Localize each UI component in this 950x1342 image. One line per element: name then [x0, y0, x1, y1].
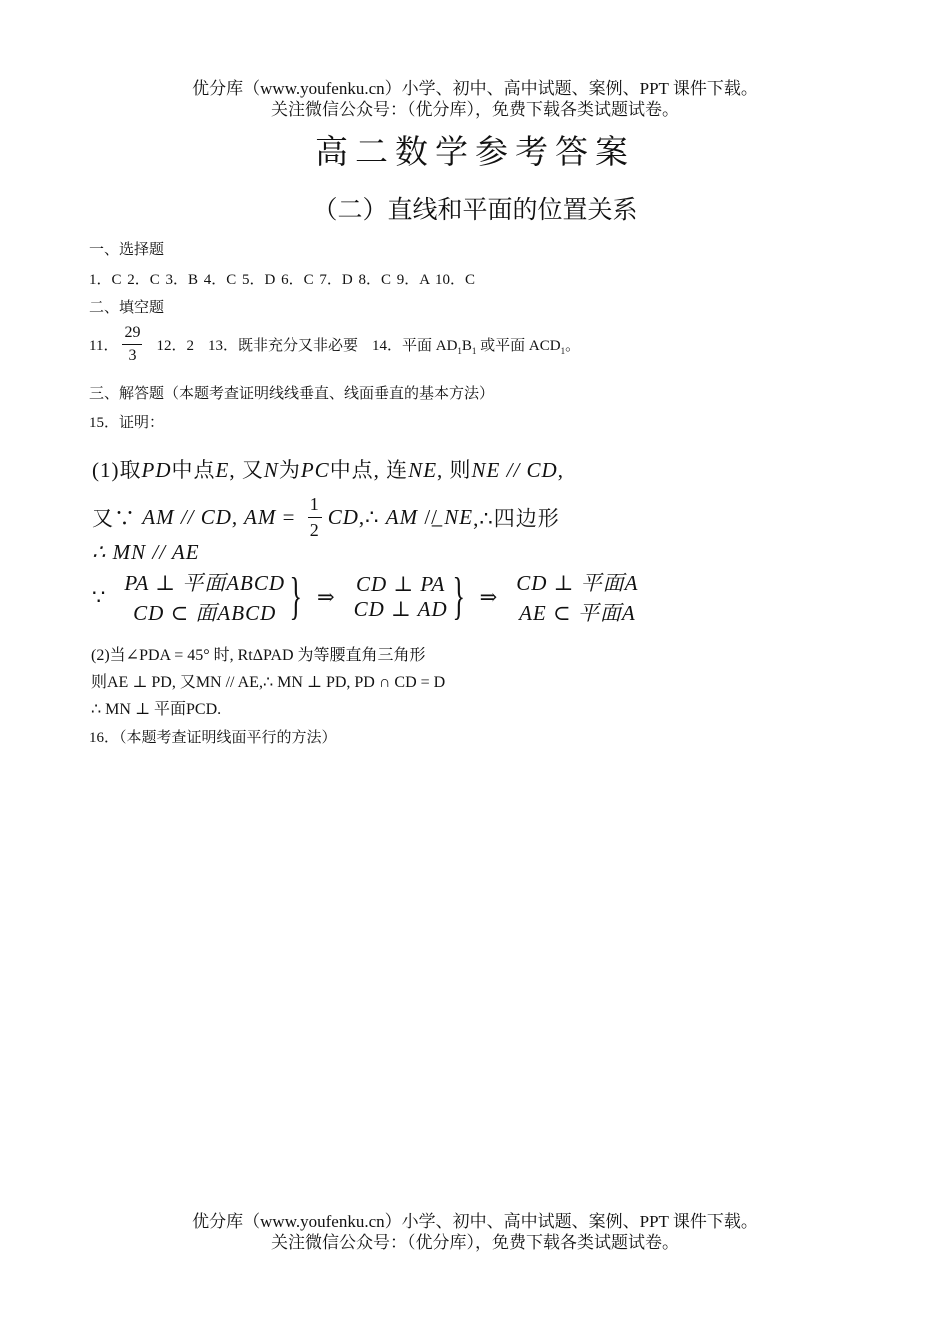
proof-line-3: ∴ MN // AE	[92, 540, 200, 564]
right-brace-1: }	[289, 568, 303, 625]
q12-answer: 12．2	[156, 338, 194, 354]
proof-line-2: 又∵ AM // CD, AM = $\frac{1}{2}$ CD,∴ AM //̲ NE,∴四边形	[92, 494, 560, 540]
proof-line-4: ∵ PA ⊥ 平面ABCD CD ⊂ 面ABCD } ⇒ CD ⊥ PA CD ⊥ AD } ⇒ CD ⊥ 平面A AE ⊂ 平面A	[92, 568, 639, 625]
q11-denominator: 3	[128, 347, 137, 364]
choice-answers: 1．C 2．C 3．B 4．C 5．D 6．C 7．D 8．C 9．A 10．C	[89, 272, 475, 288]
q11-label: 11．	[89, 338, 119, 354]
proof-line-1: (1)取PD中点E, 又N为PC中点, 连NE, 则NE // CD,	[92, 458, 564, 482]
section-heading-choice: 一、选择题	[89, 242, 165, 258]
page-title: 高二数学参考答案	[315, 132, 635, 171]
header-line-1: 优分库（www.youfenku.cn）小学、初中、高中试题、案例、PPT 课件下载。	[192, 79, 758, 98]
q11-numerator: 29	[122, 324, 142, 345]
q16-label: 16．（本题考查证明线面平行的方法）	[89, 730, 337, 746]
right-brace-2: }	[452, 568, 466, 625]
section-heading-fill: 二、填空题	[89, 300, 165, 316]
footer-line-1: 优分库（www.youfenku.cn）小学、初中、高中试题、案例、PPT 课件下载。	[192, 1212, 758, 1231]
footer-line-2: 关注微信公众号：（优分库），免费下载各类试题试卷。	[271, 1233, 679, 1252]
header-line-2: 关注微信公众号：（优分库），免费下载各类试题试卷。	[271, 100, 679, 119]
fill-answers	[89, 324, 580, 365]
section-heading-solve: 三、解答题（本题考查证明线线垂直、线面垂直的基本方法）	[89, 386, 495, 402]
half-fraction: $\frac{1}{2}$	[309, 494, 320, 540]
q14-answer: 14．平面 $AD_1B_1$ 或平面 $ACD_1$。	[371, 337, 581, 356]
part2-line-2: 则AE ⊥ PD, 又MN // AE,∴ MN ⊥ PD, PD ∩ CD = D	[91, 674, 446, 691]
q15-label: 15．证明：	[89, 415, 165, 431]
q11-fraction	[122, 324, 142, 365]
page-subtitle: （二）直线和平面的位置关系	[312, 195, 638, 224]
brace-group-1: PA ⊥ 平面ABCD CD ⊂ 面ABCD	[124, 571, 286, 625]
part2-line-1: (2)当∠PDA = 45° 时, RtΔPAD 为等腰直角三角形	[91, 647, 426, 664]
q13-answer: 13．既非充分又非必要	[207, 338, 358, 354]
brace-group-2: CD ⊥ PA CD ⊥ AD	[353, 572, 448, 621]
brace-group-3: CD ⊥ 平面A AE ⊂ 平面A	[516, 571, 639, 625]
part2-line-3: ∴ MN ⊥ 平面PCD.	[91, 701, 222, 718]
